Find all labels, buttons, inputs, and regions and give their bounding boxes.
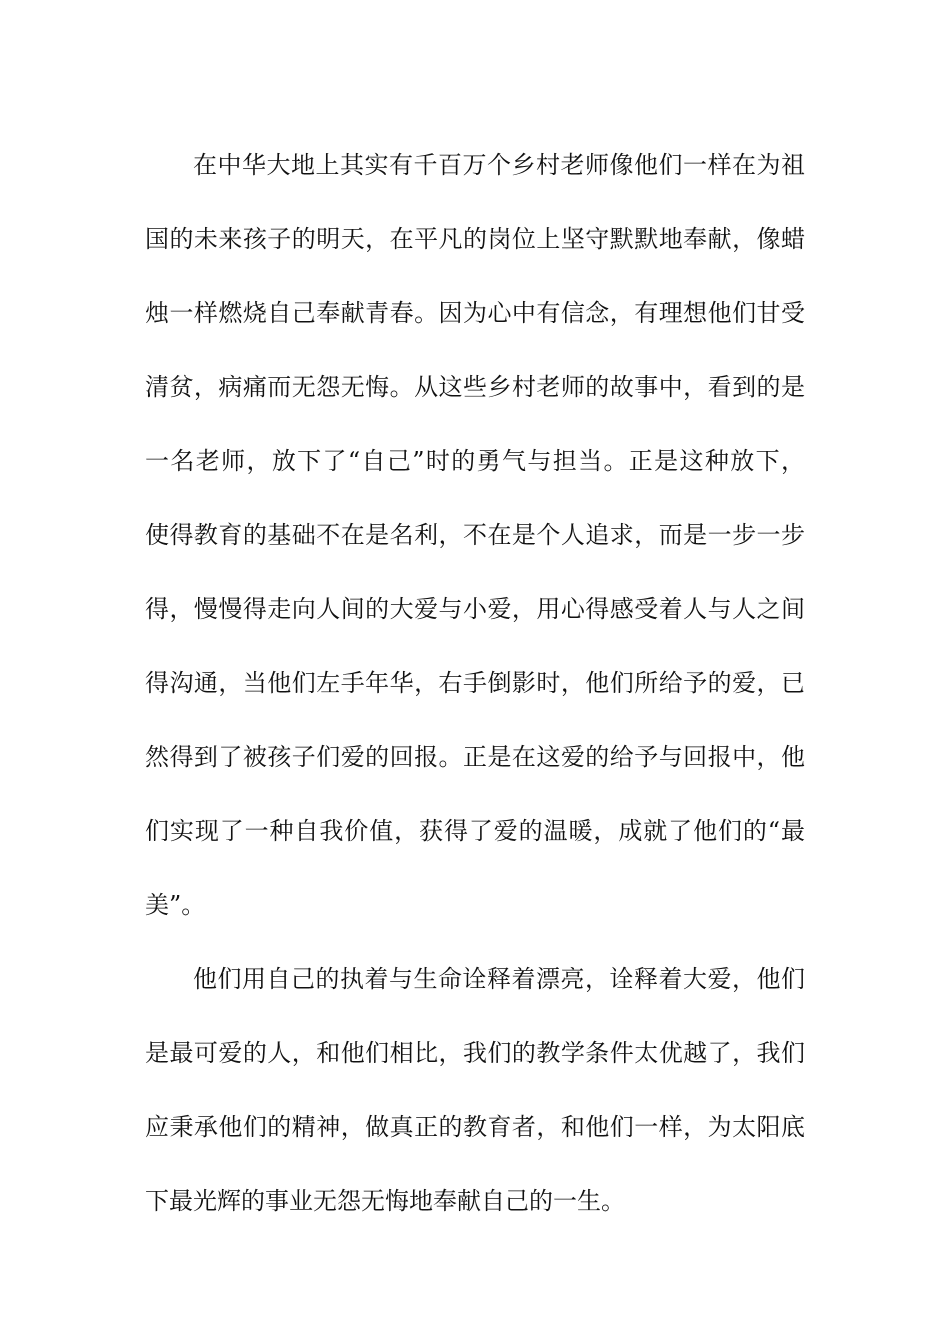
paragraph-line: 是最可爱的人，和他们相比，我们的教学条件太优越了，我们: [145, 1039, 805, 1067]
paragraph-line: 清贫，病痛而无怨无悔。从这些乡村老师的故事中，看到的是: [145, 373, 805, 401]
paragraph-line: 美”。: [145, 891, 206, 919]
paragraph-line: 使得教育的基础不在是名利，不在是个人追求，而是一步一步: [145, 521, 805, 549]
paragraph-line: 他们用自己的执着与生命诠释着漂亮，诠释着大爱，他们: [193, 965, 805, 993]
paragraph-line: 们实现了一种自我价值，获得了爱的温暖，成就了他们的“最: [145, 817, 805, 845]
document-body: [145, 128, 805, 1238]
paragraph-line: 烛一样燃烧自己奉献青春。因为心中有信念，有理想他们甘受: [145, 299, 805, 327]
paragraph-line: 得，慢慢得走向人间的大爱与小爱，用心得感受着人与人之间: [145, 595, 805, 623]
paragraph-line: 然得到了被孩子们爱的回报。正是在这爱的给予与回报中，他: [145, 743, 805, 771]
paragraph-line: 下最光辉的事业无怨无悔地奉献自己的一生。: [145, 1187, 625, 1215]
paragraph-line: 国的未来孩子的明天，在平凡的岗位上坚守默默地奉献，像蜡: [145, 225, 805, 253]
paragraph-line: 一名老师，放下了“自己”时的勇气与担当。正是这种放下，: [145, 447, 805, 475]
paragraph-line: 在中华大地上其实有千百万个乡村老师像他们一样在为祖: [193, 151, 805, 179]
paragraph-line: 应秉承他们的精神，做真正的教育者，和他们一样，为太阳底: [145, 1113, 805, 1141]
paragraph-line: 得沟通，当他们左手年华，右手倒影时，他们所给予的爱，已: [145, 669, 805, 697]
paragraph-1: [145, 128, 805, 942]
paragraph-2: [145, 942, 805, 1238]
